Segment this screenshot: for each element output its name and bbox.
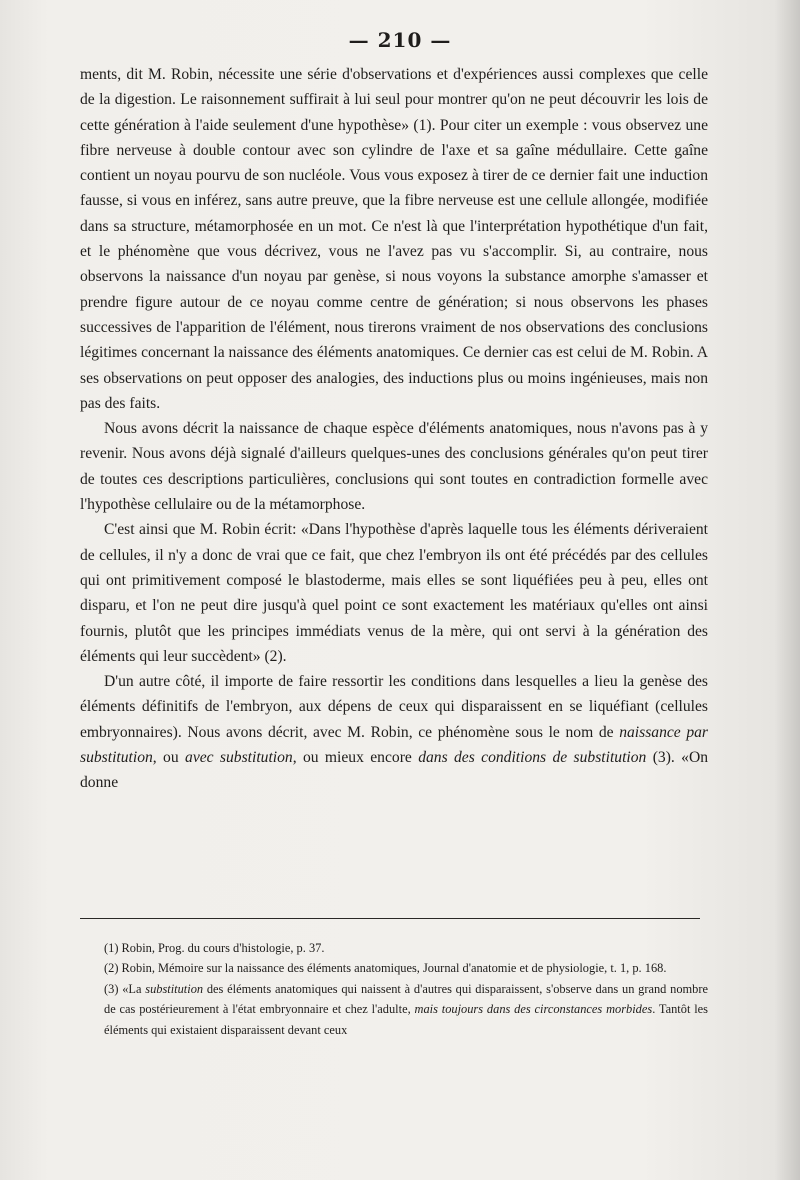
footnotes — [104, 938, 708, 1040]
paragraph-4-text-c: , ou mieux encore — [292, 749, 419, 767]
paragraph-4-text-b: , ou — [152, 749, 186, 767]
footnote-divider — [80, 918, 700, 919]
page-edge-shadow — [774, 0, 800, 1180]
footnote-3-emphasis-1: substitution — [145, 981, 204, 996]
footnote-3-text-c: . Tantôt les éléments qui existaient disparaissent devant ceux — [104, 1002, 708, 1037]
footnote-3-text-b: des éléments anatomiques qui naissent à d'autres qui disparaissent, s'observe dans un grand nombre de cas postérieurement à l'état embryonnaire et chez l'adulte, — [104, 981, 708, 1017]
footnote-2 — [104, 958, 708, 978]
paragraph-4-emphasis-2: avec substitution — [185, 749, 293, 767]
paragraph-4 — [80, 669, 708, 795]
paragraph-1: ments, dit M. Robin, nécessite une série d'observations et d'expériences aussi complexes que celle de la digestion. Le raisonnement suffirait à lui seul pour montrer qu'on ne peut découvrir les lois de cette génération à l'aide seulement d'une hypothèse» (1). Pour citer un exemple : vous observez une fibre nerveuse à double contour avec son cylindre de l'axe et sa gaîne médullaire. Cette gaîne contient un noyau pourvu de son nucléole. Vous vous exposez à tirer de ce dernier fait une induction fausse, si vous en inférez, sans autre preuve, que la fibre nerveuse est une cellule allongée, modifiée dans sa structure, métamorphosée en un mot. Ce n'est là que l'interprétation hypothétique d'un fait, et le phénomène que vous décrivez, vous ne l'avez pas vu s'accomplir. Si, au contraire, nous observons la naissance d'un noyau par genèse, si nous voyons la substance amorphe s'amasser et prendre figure autour de ce noyau comme centre de génération; si nous observons les phases successives de l'apparition de l'élément, nous tirerons vraiment de nos observations des conclusions légitimes concernant la naissance des éléments anatomiques. Ce dernier cas est celui de M. Robin. A ses observations on peut opposer des analogies, des inductions plus ou moins ingénieuses, mais non pas des faits. — [80, 66, 708, 412]
footnote-3-text-a: (3) «La — [104, 981, 146, 996]
paragraph-4-text-a: D'un autre côté, il importe de faire ressortir les conditions dans lesquelles a lieu la genèse des éléments définitifs de l'embryon, aux dépens de ceux qui disparaissent en se liquéfiant (cellules embryonnaires). Nous avons décrit, avec M. Robin, ce phénomène sous le nom de — [80, 673, 708, 741]
footnote-1: (1) Robin, Prog. du cours d'histologie, p. 37. — [104, 941, 325, 955]
paragraph-2: Nous avons décrit la naissance de chaque espèce d'éléments anatomiques, nous n'avons pas à y revenir. Nous avons déjà signalé d'ailleurs quelques-unes des conclusions générales qu'on peut tirer de toutes ces descriptions particulières, conclusions qui sont toutes en contradiction formelle avec l'hypothèse cellulaire ou de la métamorphose. — [80, 420, 708, 514]
footnote-3 — [104, 979, 708, 1040]
page-number: — 210 — — [348, 28, 452, 52]
paragraph-3: C'est ainsi que M. Robin écrit: «Dans l'hypothèse d'après laquelle tous les éléments dériveraient de cellules, il n'y a donc de vrai que ce fait, que chez l'embryon ils ont été précédés par des cellules qui ont primitivement composé le blastoderme, mais elles se sont liquéfiées peu à peu, elles ont disparu, et l'on ne peut dire jusqu'à quel point ce sont exactement les matériaux qu'elles ont ainsi fournis, plutôt que les principes immédiats venus de la mère, qui ont servi à la génération des éléments qui leur succèdent» (2). — [80, 521, 708, 665]
body-text — [80, 62, 708, 796]
footnote-2-text: (2) Robin, Mémoire sur la naissance des éléments anatomiques, Journal d'anatomie et de physiologie, t. 1, p. 168. — [104, 961, 667, 976]
paragraph-4-emphasis-3: dans des conditions de substitution — [418, 749, 647, 767]
paragraph-4-emphasis-1: naissance par substitution — [80, 723, 708, 767]
footnote-3-emphasis-2: mais toujours dans des circonstances morbides — [414, 1002, 653, 1017]
paragraph-4-text-d: (3). «On donne — [80, 749, 708, 792]
